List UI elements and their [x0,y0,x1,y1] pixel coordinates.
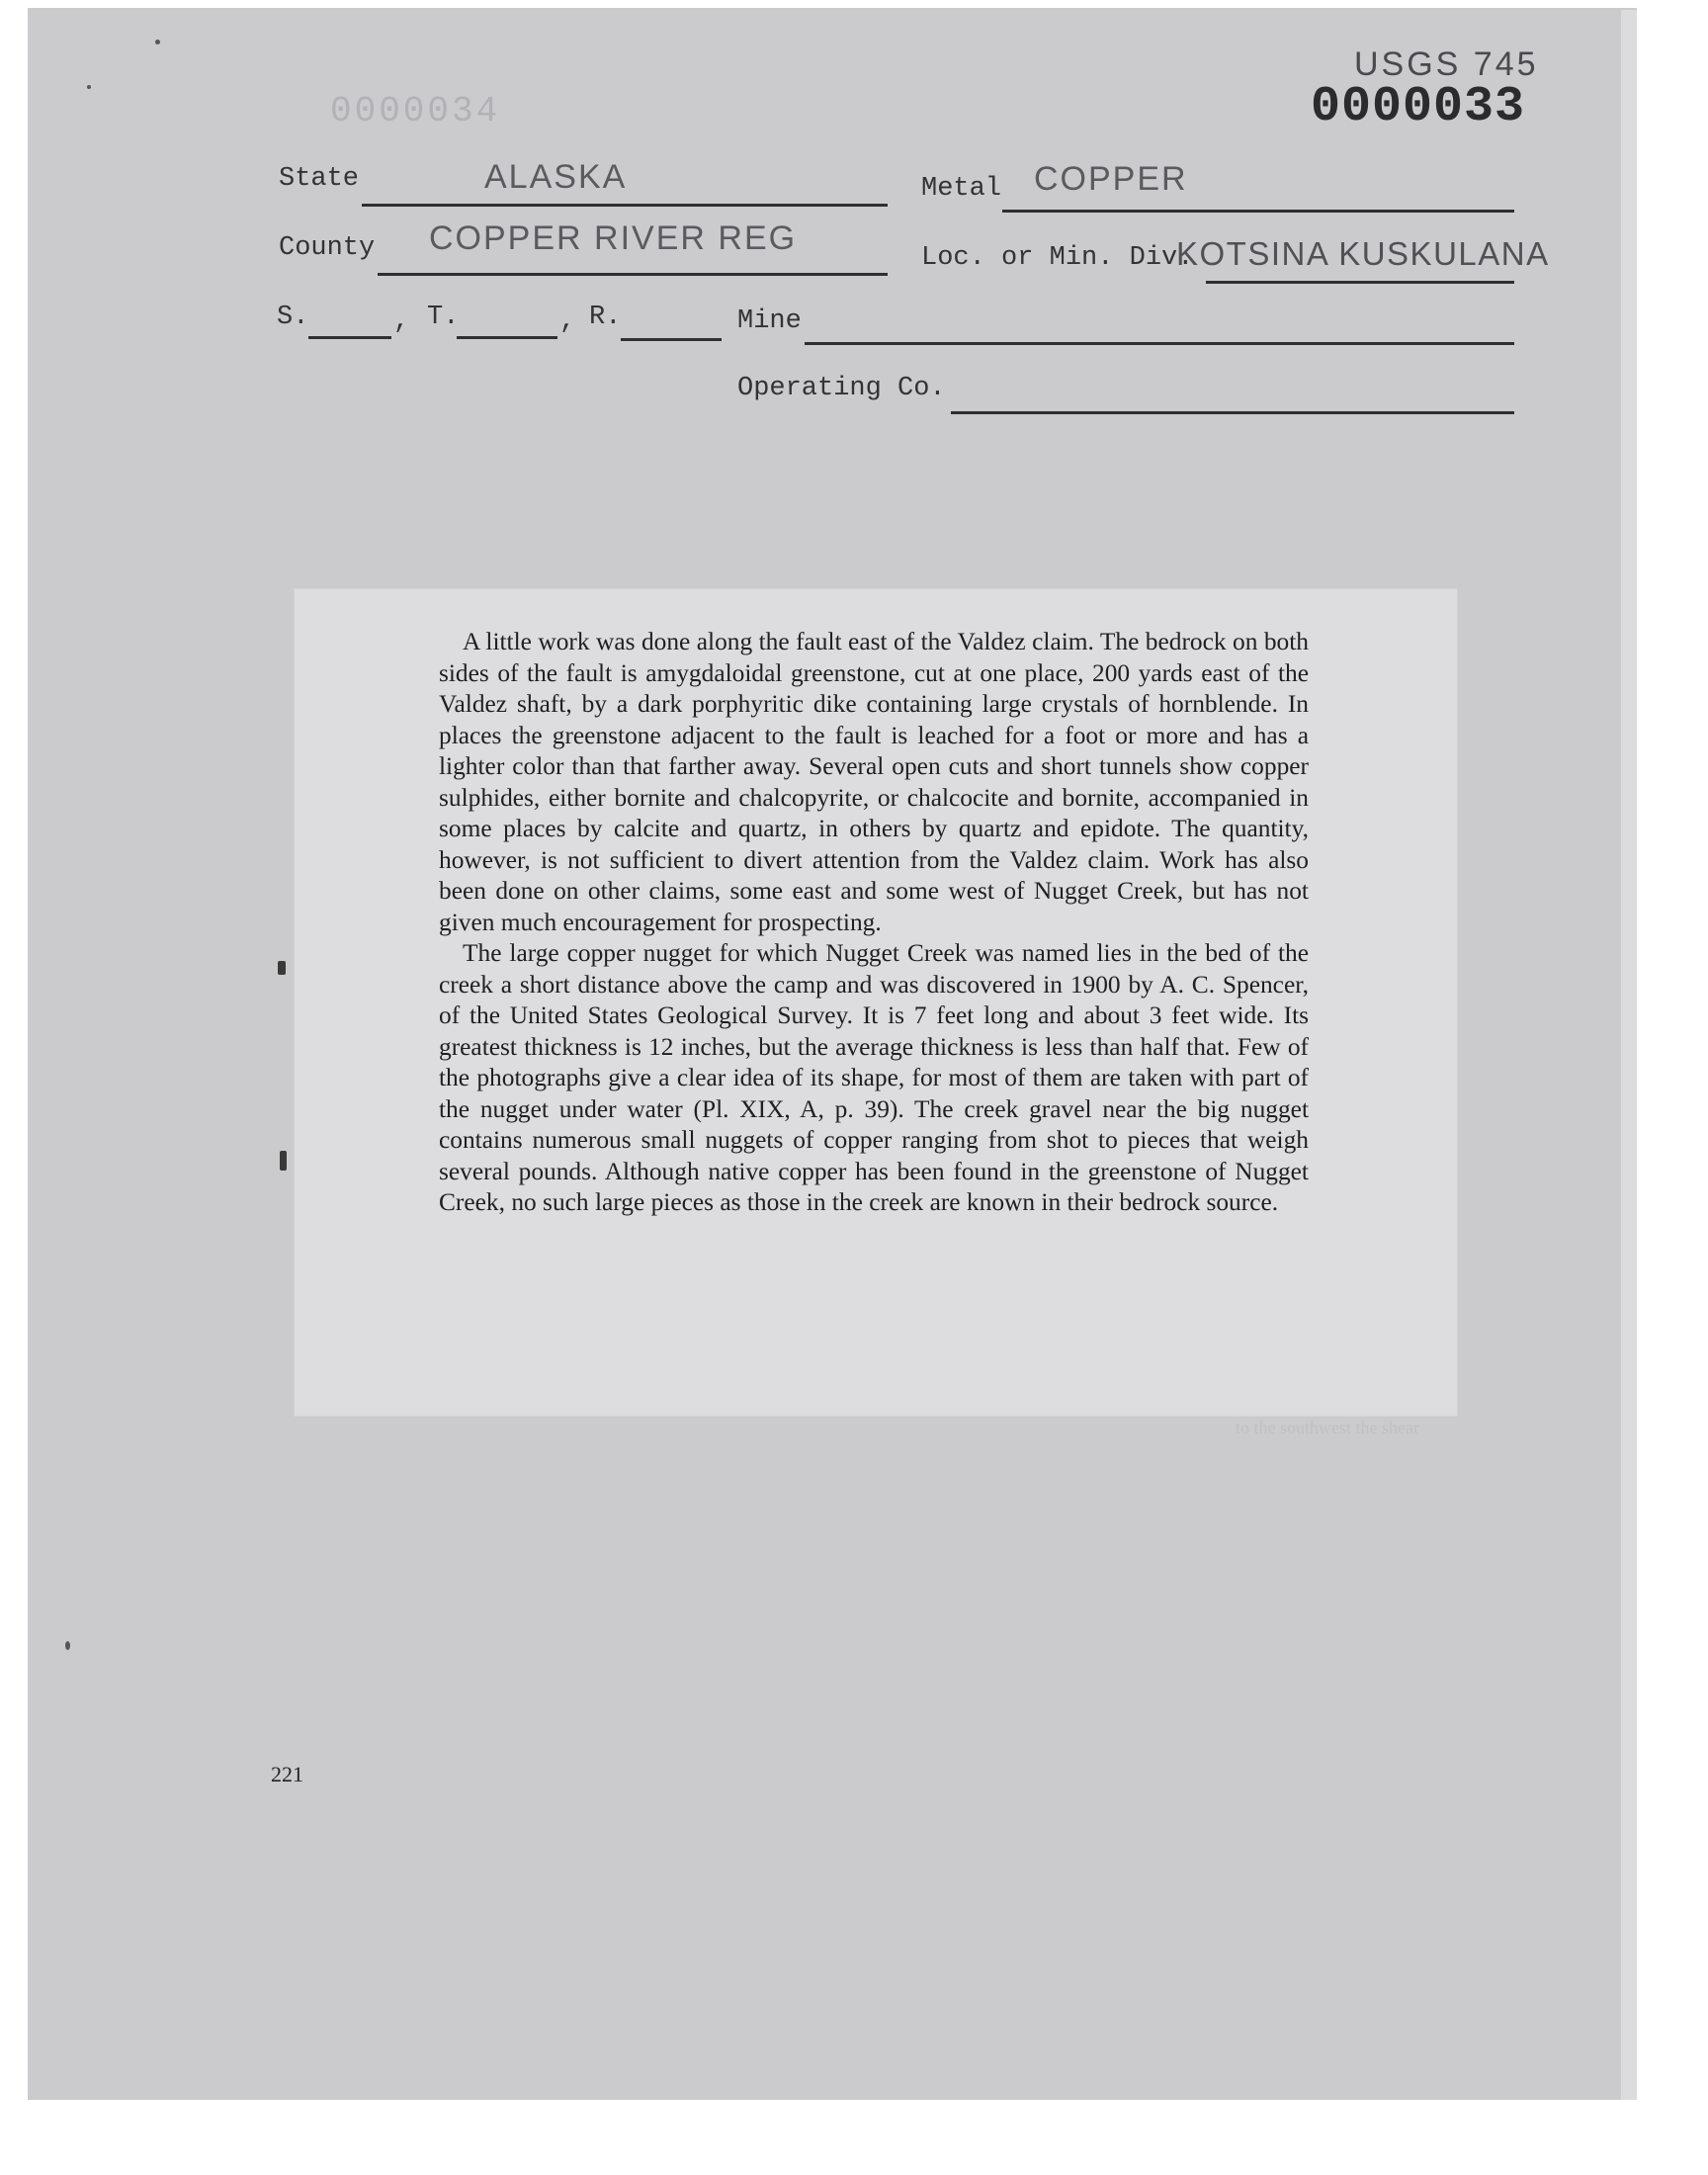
paper-speck [280,1151,287,1171]
metal-value: COPPER [1034,160,1188,198]
clipping-paragraph-2: The large copper nugget for which Nugget Creek was named lies in the bed of the creek a short distance above the camp and was discovered in 1900 by A. C. Spencer, of the United States Geological Survey. It is 7 feet long and about 3 feet wide. Its greatest thickness is 12 inches, but the average thickness is less than half that. Few of the photographs give a clear idea of its shape, for most of them are taken with part of the nugget under water (Pl. XIX, A, p. 39). The creek gravel near the big nugget contains numerous small nuggets of copper ranging from shot to pieces that weigh several pounds. Although native copper has been found in the greenstone of Nugget Creek, no such large pieces as those in the creek are known in their bedrock source. [439,939,1309,1216]
clipping-paragraph-1: A little work was done along the fault east of the Valdez claim. The bedrock on both sides of the fault is amygdaloidal greenstone, cut at one place, 200 yards east of the Valdez shaft, by a dark porphyritic dike containing large crystals of hornblende. In places the greenstone adjacent to the fault is leached for a foot or more and has a lighter color than that farther away. Several open cuts and short tunnels show copper sulphides, either bornite and chalcopyrite, or chalcocite and bornite, accompanied in some places by calcite and quartz, in others by quartz and epidote. The quantity, however, is not sufficient to divert attention from the Valdez claim. Work has also been done on other claims, some east and some west of Nugget Creek, but has not given much encouragement for prospecting. [439,628,1309,936]
card-edge [1621,10,1637,2100]
metal-label: Metal [921,174,1002,204]
paper-speck [155,40,160,44]
operating-label: Operating Co. [737,374,946,403]
township-line [457,336,557,339]
paper-speck [65,1641,70,1650]
loc-label: Loc. or Min. Div. [921,243,1194,273]
state-label: State [279,164,360,194]
range-line [621,338,722,341]
state-value: ALASKA [484,158,628,196]
bleed-through-text: to the southwest the shear [1236,1418,1419,1437]
state-line [362,204,888,207]
mine-line [805,342,1514,345]
county-value: COPPER RIVER REG [429,219,798,257]
mine-label: Mine [737,306,802,336]
ghost-record-number: 0000034 [330,91,501,131]
township-label: T. [427,303,460,332]
metal-line [1002,210,1514,213]
comma-1: , [393,306,410,336]
county-label: County [279,233,376,263]
page-number: 221 [271,1762,303,1786]
range-label: R. [589,303,622,332]
loc-value: KOTSINA KUSKULANA [1176,235,1550,272]
paper-speck [278,961,286,975]
record-number: 0000033 [1311,79,1526,135]
comma-2: , [559,306,576,336]
section-line [308,336,391,339]
paper-speck [87,85,91,89]
clipping-text [439,627,1309,1219]
usgs-code: USGS 745 [1354,45,1539,83]
county-line [378,273,888,276]
loc-line [1206,281,1514,284]
operating-line [951,411,1514,414]
section-label: S. [277,303,309,332]
